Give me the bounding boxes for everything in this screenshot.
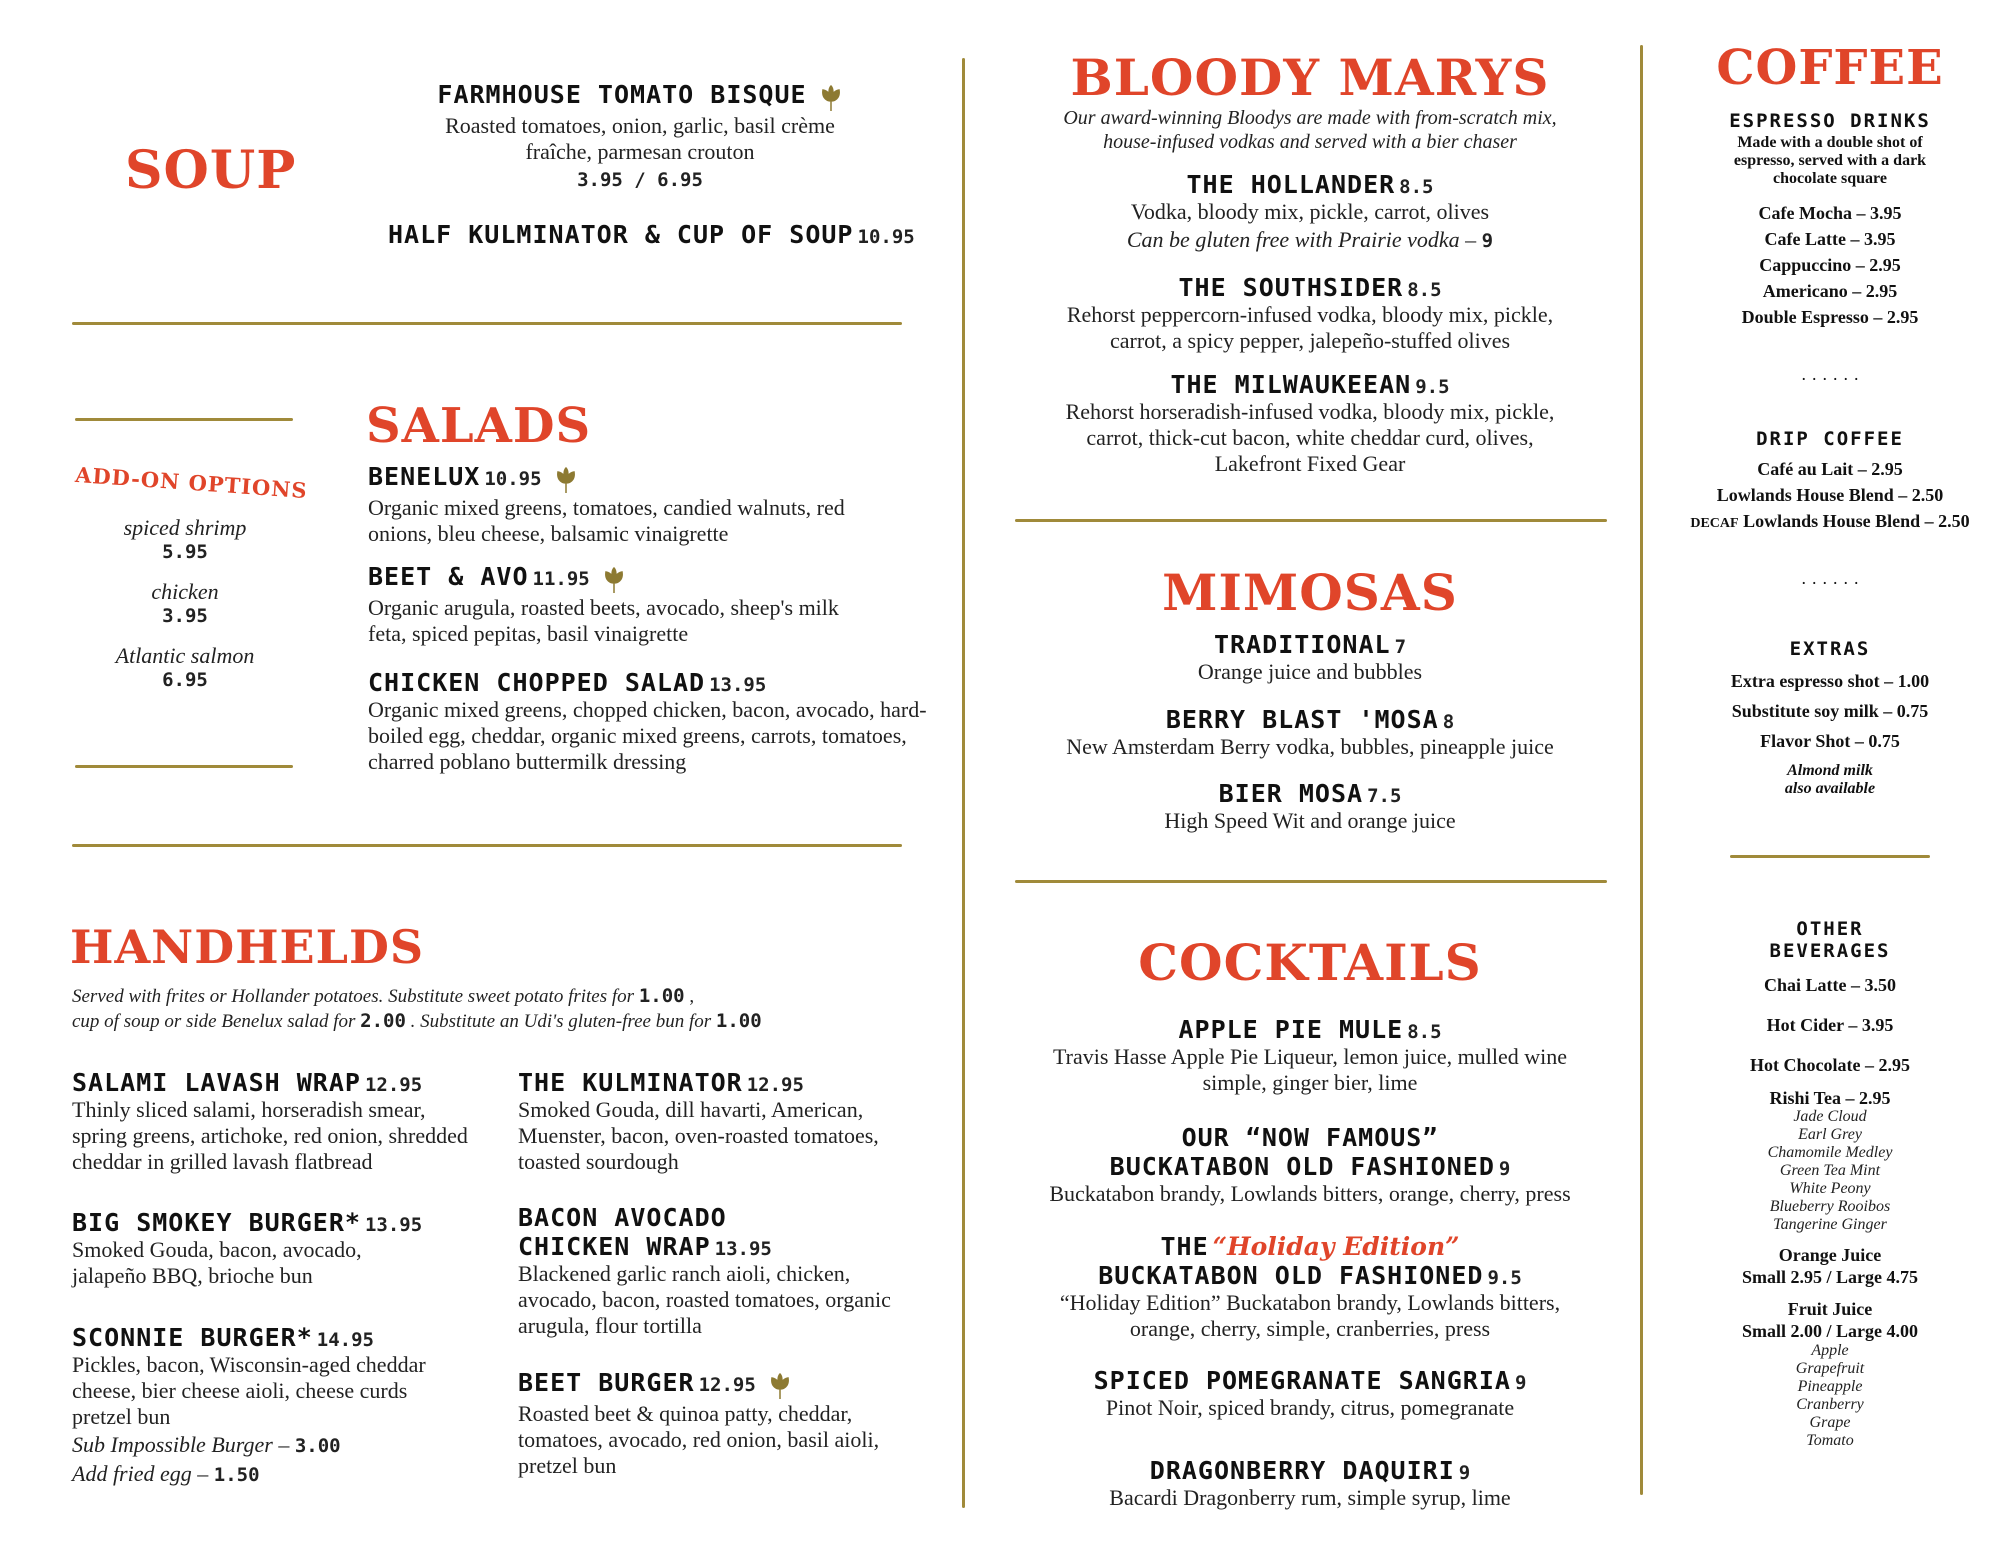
item-price: 8.5: [1399, 176, 1434, 198]
divider: [1730, 855, 1930, 858]
juice-item: Cranberry: [1796, 1396, 1864, 1413]
juice-item: Grape: [1809, 1414, 1851, 1431]
sconnie-egg-option: [72, 1461, 492, 1488]
item-name: CHICKEN CHOPPED SALAD: [368, 668, 706, 697]
option-price: 3.00: [294, 1435, 341, 1457]
tea-item: Jade Cloud: [1793, 1108, 1867, 1125]
item-price: 9: [1458, 1462, 1471, 1484]
addon-price: 6.95: [162, 669, 208, 691]
item-price: 9.5: [1487, 1267, 1522, 1289]
item-name: DRAGONBERRY DAQUIRI: [1149, 1456, 1455, 1485]
note-text: Served with frites or Hollander potatoes. Substitute sweet potato frites for: [72, 986, 635, 1007]
item-description: Smoked Gouda, bacon, avocado, jalapeño BBQ, brioche bun: [72, 1237, 362, 1288]
fruit-juice-heading: Fruit Juice: [1787, 1299, 1873, 1319]
decaf-label: DECAF: [1690, 516, 1739, 531]
almond-milk-note: Almond milk also available: [1784, 762, 1876, 797]
juice-item: Apple: [1811, 1342, 1849, 1359]
item-price: 13.95: [709, 674, 767, 696]
item-name: BUCKATABON OLD FASHIONED: [1098, 1261, 1484, 1290]
tea-item: Earl Grey: [1798, 1126, 1862, 1143]
note-text: . Substitute an Udi's gluten-free bun for: [410, 1011, 712, 1032]
handheld-item-big-smokey: [72, 1208, 492, 1289]
vegetarian-leaf-icon: [554, 467, 578, 495]
divider: [72, 322, 902, 325]
tea-item: Tangerine Ginger: [1773, 1216, 1887, 1233]
item-name: FARMHOUSE TOMATO BISQUE: [437, 80, 807, 109]
salads-heading: SALADS: [366, 398, 592, 454]
item-name: BIER MOSA: [1218, 779, 1364, 808]
item-description: Smoked Gouda, dill havarti, American, Muenster, bacon, oven-roasted tomatoes, toasted sourdough: [518, 1097, 879, 1174]
tea-item: Chamomile Medley: [1767, 1144, 1893, 1161]
dots-separator: · · · · · ·: [1800, 369, 1860, 389]
handheld-item-beet-burger: [518, 1368, 938, 1479]
item-name: BERRY BLAST 'MOSA: [1165, 705, 1439, 734]
other-beverages-section: [1685, 918, 1975, 1450]
drip-item: Café au Lait – 2.95: [1757, 459, 1903, 479]
beverage-item: Hot Cider – 3.95: [1766, 1015, 1894, 1035]
item-name: CHICKEN WRAP: [518, 1232, 711, 1261]
mimosas-heading: MIMOSAS: [1162, 563, 1458, 622]
item-description: Rehorst peppercorn-infused vodka, bloody mix, pickle, carrot, a spicy pepper, jalepeño-stuffed olives: [1066, 302, 1554, 353]
other-beverages-heading: BEVERAGES: [1769, 940, 1891, 962]
juice-item: Tomato: [1806, 1432, 1854, 1449]
addon-list: [85, 515, 285, 691]
option-text: Sub Impossible Burger –: [72, 1432, 290, 1457]
addon-name: Atlantic salmon: [115, 643, 255, 668]
handhelds-note: Served with frites or Hollander potatoes. Substitute sweet potato frites for 1.00 , cup of soup or side Benelux salad for 2.00 . Substitute an Udi's gluten-free bun for 1.00: [72, 985, 762, 1032]
item-name: THE MILWAUKEEAN: [1170, 370, 1412, 399]
item-description: Vodka, bloody mix, pickle, carrot, olives: [1130, 199, 1490, 224]
tea-item: White Peony: [1789, 1180, 1871, 1197]
item-name: THE KULMINATOR: [518, 1068, 743, 1097]
item-price: 7.5: [1367, 785, 1402, 807]
item-description: Travis Hasse Apple Pie Liqueur, lemon juice, mulled wine simple, ginger bier, lime: [1052, 1044, 1567, 1095]
tea-item: Blueberry Rooibos: [1769, 1198, 1891, 1215]
divider: [1015, 519, 1607, 522]
bloody-item-hollander: [1010, 170, 1610, 254]
item-name: THE: [1160, 1232, 1209, 1261]
note-price: 9: [1481, 230, 1494, 252]
mimosa-item-berry-blast: [1010, 705, 1610, 760]
soup-heading: SOUP: [125, 140, 297, 201]
note-price: 1.00: [638, 985, 685, 1007]
addon-item: [85, 579, 285, 627]
addon-item: [85, 643, 285, 691]
sconnie-sub-option: [72, 1432, 492, 1459]
item-name: HALF KULMINATOR & CUP OF SOUP: [388, 220, 854, 249]
item-description: “Holiday Edition” Buckatabon brandy, Lowlands bitters, orange, cherry, simple, cranberries, press: [1059, 1290, 1561, 1341]
salad-item-chicken-chopped: [368, 668, 928, 775]
espresso-item: Cappuccino – 2.95: [1759, 255, 1901, 275]
note-price: 1.00: [715, 1010, 762, 1032]
cocktail-item-holiday-old-fashioned: [1010, 1232, 1610, 1342]
item-description: Orange juice and bubbles: [1197, 659, 1423, 684]
column-divider: [1640, 45, 1643, 1495]
item-description: Pickles, bacon, Wisconsin-aged cheddar cheese, bier cheese aioli, cheese curds pretzel bun: [72, 1352, 426, 1429]
divider: [75, 765, 293, 768]
divider: [1015, 880, 1607, 883]
item-price: 8.5: [1407, 1021, 1442, 1043]
addon-name: chicken: [151, 579, 219, 604]
item-description: Roasted beet & quinoa patty, cheddar, tomatoes, avocado, red onion, basil aioli, pretzel bun: [518, 1401, 880, 1479]
item-price: 10.95: [857, 226, 915, 248]
item-description: Buckatabon brandy, Lowlands bitters, orange, cherry, press: [1049, 1181, 1571, 1206]
item-description: Rehorst horseradish-infused vodka, bloody mix, pickle, carrot, thick-cut bacon, white cheddar curd, olives, Lakefront Fixed Gear: [1065, 399, 1555, 476]
extras-item: Extra espresso shot – 1.00: [1730, 671, 1930, 691]
drip-coffee-heading: DRIP COFFEE: [1756, 428, 1904, 450]
vegetarian-leaf-icon: [819, 85, 843, 113]
item-description: Blackened garlic ranch aioli, chicken, avocado, bacon, roasted tomatoes, organic arugula, flour tortilla: [518, 1261, 891, 1338]
espresso-item: Cafe Mocha – 3.95: [1758, 203, 1902, 223]
bloody-item-milwaukeean: [1010, 370, 1610, 477]
addon-price: 3.95: [162, 605, 208, 627]
holiday-edition-script: “Holiday Edition”: [1212, 1232, 1460, 1261]
bloody-marys-intro: Our award-winning Bloodys are made with from-scratch mix, house-infused vodkas and served with a bier chaser: [1063, 107, 1557, 153]
mimosa-item-bier-mosa: [1010, 779, 1610, 834]
addon-name: spiced shrimp: [123, 515, 247, 540]
tea-list: [1685, 1108, 1975, 1234]
drip-coffee-section: [1685, 428, 1975, 537]
other-beverages-heading: OTHER: [1796, 918, 1864, 940]
item-price: 9: [1514, 1372, 1527, 1394]
item-description: Thinly sliced salami, horseradish smear, spring greens, artichoke, red onion, shredded cheddar in grilled lavash flatbread: [72, 1097, 468, 1174]
item-price: 11.95: [532, 568, 590, 590]
juice-list: [1685, 1342, 1975, 1450]
vegetarian-leaf-icon: [602, 567, 626, 595]
item-name: SPICED POMEGRANATE SANGRIA: [1093, 1366, 1511, 1395]
item-price: 10.95: [484, 468, 542, 490]
item-price: 12.95: [746, 1074, 804, 1096]
vegetarian-leaf-icon: [768, 1373, 792, 1401]
rishi-tea-heading: Rishi Tea – 2.95: [1769, 1088, 1891, 1108]
item-description: Roasted tomatoes, onion, garlic, basil crème fraîche, parmesan crouton: [445, 113, 835, 165]
drip-item-decaf: [1685, 508, 1975, 537]
drip-item: Lowlands House Blend – 2.50: [1716, 485, 1944, 505]
divider: [72, 844, 902, 847]
option-text: Add fried egg –: [72, 1461, 209, 1486]
item-description: Bacardi Dragonberry rum, simple syrup, lime: [1109, 1485, 1511, 1510]
coffee-heading: COFFEE: [1716, 40, 1944, 96]
item-name: BEET & AVO: [368, 562, 529, 591]
item-name: THE SOUTHSIDER: [1178, 273, 1404, 302]
handheld-item-bacon-avocado: [518, 1203, 938, 1339]
item-name: THE HOLLANDER: [1186, 170, 1396, 199]
item-name: BEET BURGER: [518, 1368, 695, 1397]
item-price: 12.95: [698, 1374, 756, 1396]
item-price: 14.95: [316, 1329, 374, 1351]
option-price: 1.50: [213, 1464, 260, 1486]
item-description: Pinot Noir, spiced brandy, citrus, pomegranate: [1105, 1395, 1515, 1420]
extras-item: Flavor Shot – 0.75: [1760, 731, 1900, 751]
item-price: 3.95 / 6.95: [577, 169, 703, 192]
handheld-item-salami: [72, 1068, 492, 1175]
item-price: 9.5: [1415, 376, 1450, 398]
item-name: BACON AVOCADO: [518, 1203, 727, 1232]
item-name: SALAMI LAVASH WRAP: [72, 1068, 361, 1097]
item-price: 8: [1442, 711, 1455, 733]
handhelds-heading: HANDHELDS: [70, 920, 425, 974]
item-name: BUCKATABON OLD FASHIONED: [1109, 1152, 1495, 1181]
beverage-item: Chai Latte – 3.50: [1764, 975, 1896, 995]
espresso-item: Americano – 2.95: [1762, 281, 1898, 301]
item-price: 9: [1498, 1158, 1511, 1180]
espresso-heading: ESPRESSO DRINKS: [1729, 110, 1931, 132]
addon-item: [85, 515, 285, 563]
cocktail-item-old-fashioned: [1010, 1123, 1610, 1207]
addon-heading: ADD-ON OPTIONS: [74, 461, 309, 504]
item-price: 13.95: [364, 1214, 423, 1236]
item-name: SCONNIE BURGER*: [72, 1323, 313, 1352]
extras-item: Substitute soy milk – 0.75: [1731, 701, 1929, 721]
note-text: cup of soup or side Benelux salad for: [72, 1011, 356, 1032]
bloody-item-southsider: [1010, 273, 1610, 354]
note-price: 2.00: [360, 1010, 406, 1032]
item-price: 13.95: [714, 1238, 772, 1260]
addon-price: 5.95: [162, 541, 208, 563]
note-text: Can be gluten free with Prairie vodka –: [1126, 227, 1477, 252]
juice-item: Pineapple: [1797, 1378, 1863, 1395]
espresso-item: Cafe Latte – 3.95: [1764, 229, 1896, 249]
salad-item-benelux: [368, 462, 928, 547]
orange-juice-sizes: Small 2.95 / Large 4.75: [1742, 1267, 1918, 1287]
cocktail-item-apple-pie-mule: [1010, 1015, 1610, 1096]
handheld-item-sconnie: [72, 1323, 492, 1488]
dots-separator: · · · · · ·: [1800, 573, 1860, 593]
gluten-free-note: [1010, 227, 1610, 254]
item-name: OUR “NOW FAMOUS”: [1181, 1123, 1439, 1152]
extras-section: [1685, 638, 1975, 798]
decaf-text: Lowlands House Blend – 2.50: [1743, 511, 1970, 531]
espresso-item: Double Espresso – 2.95: [1741, 307, 1919, 327]
item-name: BENELUX: [368, 462, 481, 491]
item-description: Organic mixed greens, chopped chicken, bacon, avocado, hard-boiled egg, cheddar, organic mixed greens, carrots, tomatoes, charred poblano buttermilk dressing: [368, 697, 927, 774]
cocktail-item-sangria: [1010, 1366, 1610, 1421]
orange-juice-heading: Orange Juice: [1778, 1245, 1882, 1265]
espresso-section: [1685, 110, 1975, 330]
fruit-juice-sizes: Small 2.00 / Large 4.00: [1742, 1321, 1918, 1341]
item-description: Organic arugula, roasted beets, avocado, sheep's milk feta, spiced pepitas, basil vinaigrette: [368, 595, 839, 647]
tomato-bisque-item: [390, 80, 890, 191]
handheld-item-kulminator: [518, 1068, 938, 1175]
item-name: BIG SMOKEY BURGER*: [72, 1208, 361, 1237]
beverage-item: Hot Chocolate – 2.95: [1750, 1055, 1910, 1075]
item-description: High Speed Wit and orange juice: [1164, 808, 1456, 833]
item-price: 7: [1394, 636, 1407, 658]
espresso-note: Made with a double shot of espresso, served with a dark chocolate square: [1733, 134, 1927, 187]
divider: [75, 418, 293, 421]
item-price: 8.5: [1407, 279, 1442, 301]
item-name: TRADITIONAL: [1213, 630, 1391, 659]
bloody-marys-heading: BLOODY MARYS: [1070, 48, 1550, 107]
cocktails-heading: COCKTAILS: [1138, 933, 1482, 992]
extras-heading: EXTRAS: [1789, 638, 1871, 660]
item-description: New Amsterdam Berry vodka, bubbles, pineapple juice: [1066, 734, 1554, 759]
column-divider: [962, 58, 965, 1508]
cocktail-item-daquiri: [1010, 1456, 1610, 1511]
half-kulminator-item: [388, 220, 915, 249]
mimosa-item-traditional: [1010, 630, 1610, 685]
item-price: 12.95: [364, 1074, 423, 1096]
item-name: APPLE PIE MULE: [1178, 1015, 1404, 1044]
salad-item-beet-avo: [368, 562, 928, 647]
juice-item: Grapefruit: [1795, 1360, 1865, 1377]
item-description: Organic mixed greens, tomatoes, candied walnuts, red onions, bleu cheese, balsamic vinaigrette: [368, 495, 845, 547]
tea-item: Green Tea Mint: [1779, 1162, 1881, 1179]
